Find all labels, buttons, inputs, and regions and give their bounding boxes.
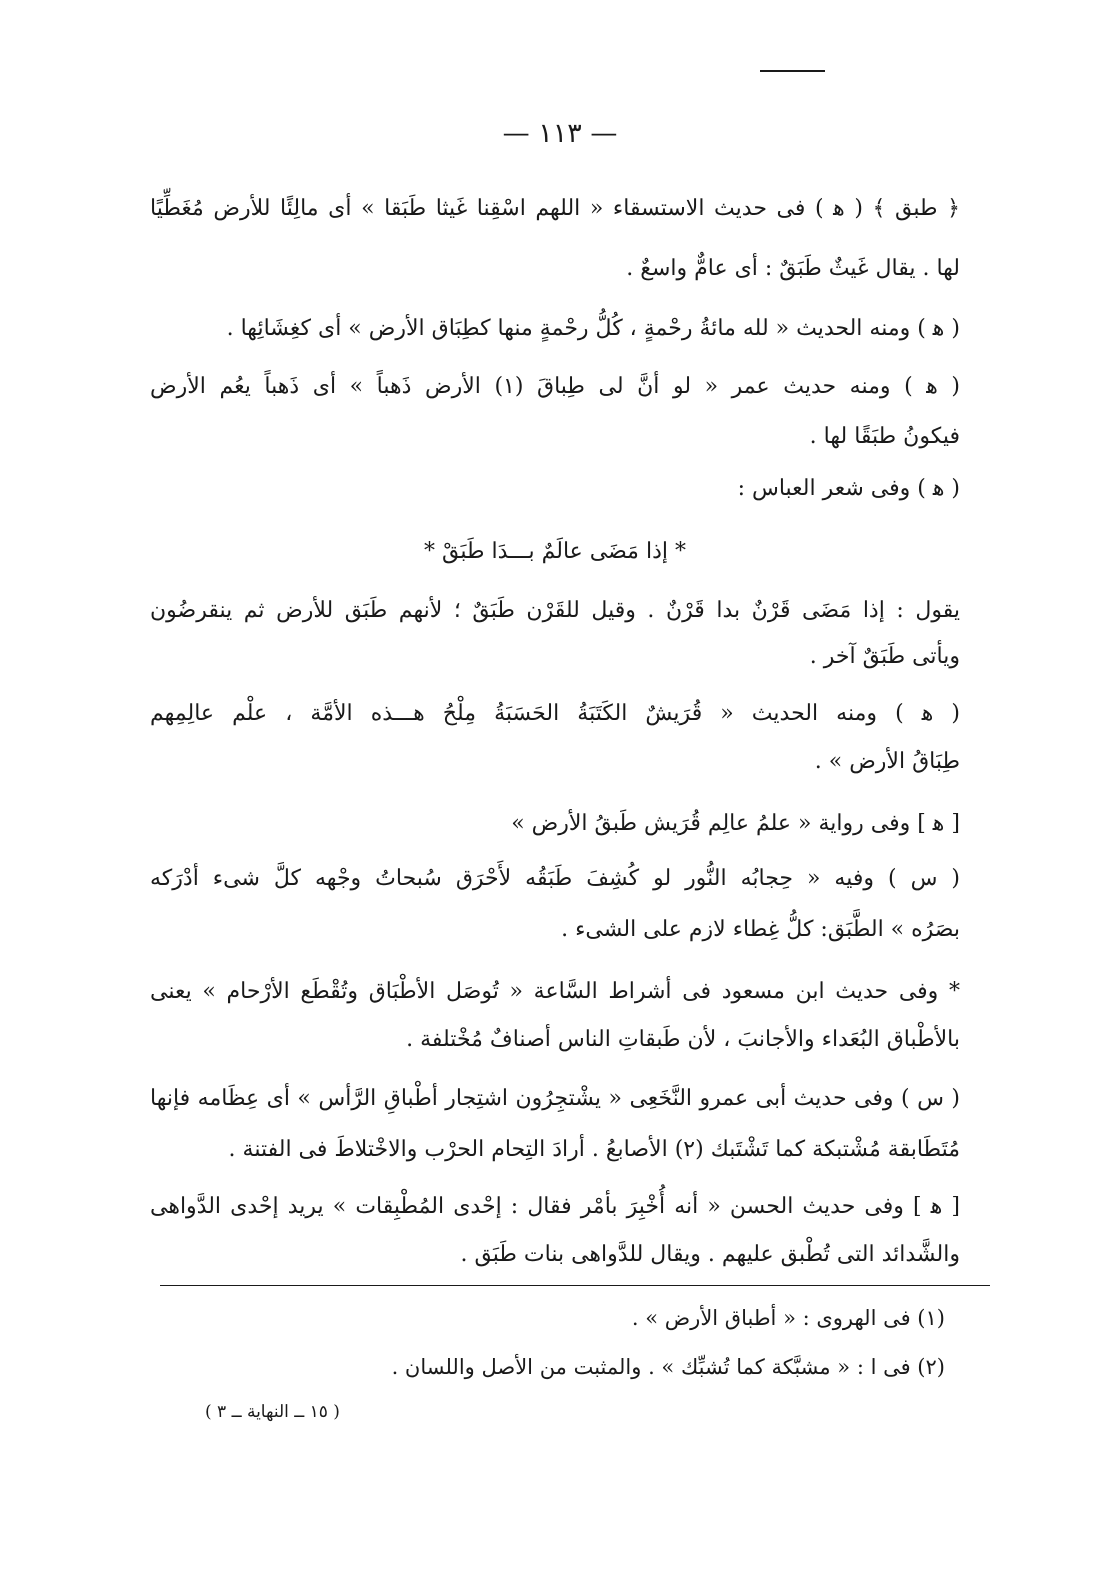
text-line: ( ﻫ ) وفى شعر العباس : [737,476,960,501]
text-line: ( س ) وفى حديث أبى عمرو النَّخَعِى « يشْتجِرُون اشتِجار أطْباقِ الرَّأس » أى عِظَامه فإنها [150,1086,960,1111]
page-number: — ١١٣ — [502,118,618,149]
text-line: طِبَاقُ الأرض » . [814,749,960,774]
text-line: بصَرُه » الطَّبَق: كلُّ غِطاء لازم على الشىء . [561,917,960,942]
text-line: والشَّدائد التى تُطْبق عليهم . ويقال للدَّواهى بنات طَبَق . [460,1242,960,1267]
text-line: ﴿ طبق ﴾ ( ﻫ ) فى حديث الاستسقاء « اللهم اسْقِنا غَيثا طَبَقا » أى مالِئًا للأرض مُغَطِّيًا [150,196,960,221]
text-line: ( ﻫ ) ومنه الحديث « لله مائةُ رحْمةٍ ، كُلُّ رحْمةٍ منها كطِبَاق الأرض » أى كغِشَائِها . [226,316,960,341]
footnote: (١) فى الهروى : « أطباق الأرض » . [631,1306,945,1330]
text-line: ( ﻫ ) ومنه الحديث « قُرَيشٌ الكَتَبَةُ الحَسَبَةُ مِلْحُ هـــذه الأمَّة ، علْم عالِمِهم [150,701,960,726]
footnote: (٢) فى ا : « مشبَّكة كما تُشبِّك » . والمثبت من الأصل واللسان . [391,1355,945,1379]
text-line: ( ﻫ ) ومنه حديث عمر « لو أنَّ لى طِباقَ (١) الأرض ذَهباً » أى ذَهباً يعُم الأرض [150,374,960,399]
text-line: يقول : إذا مَضَى قَرْنٌ بدا قَرْنٌ . وقيل للقَرْن طَبَقٌ ؛ لأنهم طَبَق للأرض ثم ينقرضُون [150,598,960,623]
text-line: [ ﻫ ] وفى حديث الحسن « أنه أُخْبِرَ بأمْر فقال : إحْدى المُطْبِقات » يريد إحْدى الدَّواهى [150,1194,960,1219]
text-line: * وفى حديث ابن مسعود فى أشراط السَّاعة « تُوصَل الأطْبَاق وتُقْطَع الأرْحام » يعنى [150,979,960,1004]
text-line: لها . يقال غَيثٌ طَبَقٌ : أى عامٌّ واسعٌ . [626,256,960,281]
text-line: فيكونُ طبَقًا لها . [809,424,960,449]
text-line: [ ﻫ ] وفى رواية « علمُ عالِم قُرَيش طَبقُ الأرض » [511,811,960,836]
text-line: مُتَطَابقة مُشْتبكة كما تَشْتَبك (٢) الأصابعُ . أرادَ التِحام الحرْب والاخْتلاطَ فى الفتنة . [228,1137,960,1162]
header-rule [760,70,825,72]
poetry-verse: * إذا مَضَى عالَمٌ بـــدَا طَبَقْ * [424,539,686,564]
text-line: ويأتى طَبَقٌ آخر . [809,644,960,669]
printer-signature: ( ١٥ ــ النهاية ــ ٣ ) [205,1402,340,1422]
footnote-separator [160,1285,990,1286]
text-line: ( س ) وفيه « حِجابُه النُّور لو كُشِفَ طَبَقُه لأَحْرَق سُبحاتُ وجْهه كلَّ شىء أدْرَكه [150,866,960,891]
text-line: بالأطْباق البُعَداء والأجانبَ ، لأن طَبقاتِ الناس أصنافٌ مُخْتلفة . [406,1027,960,1052]
